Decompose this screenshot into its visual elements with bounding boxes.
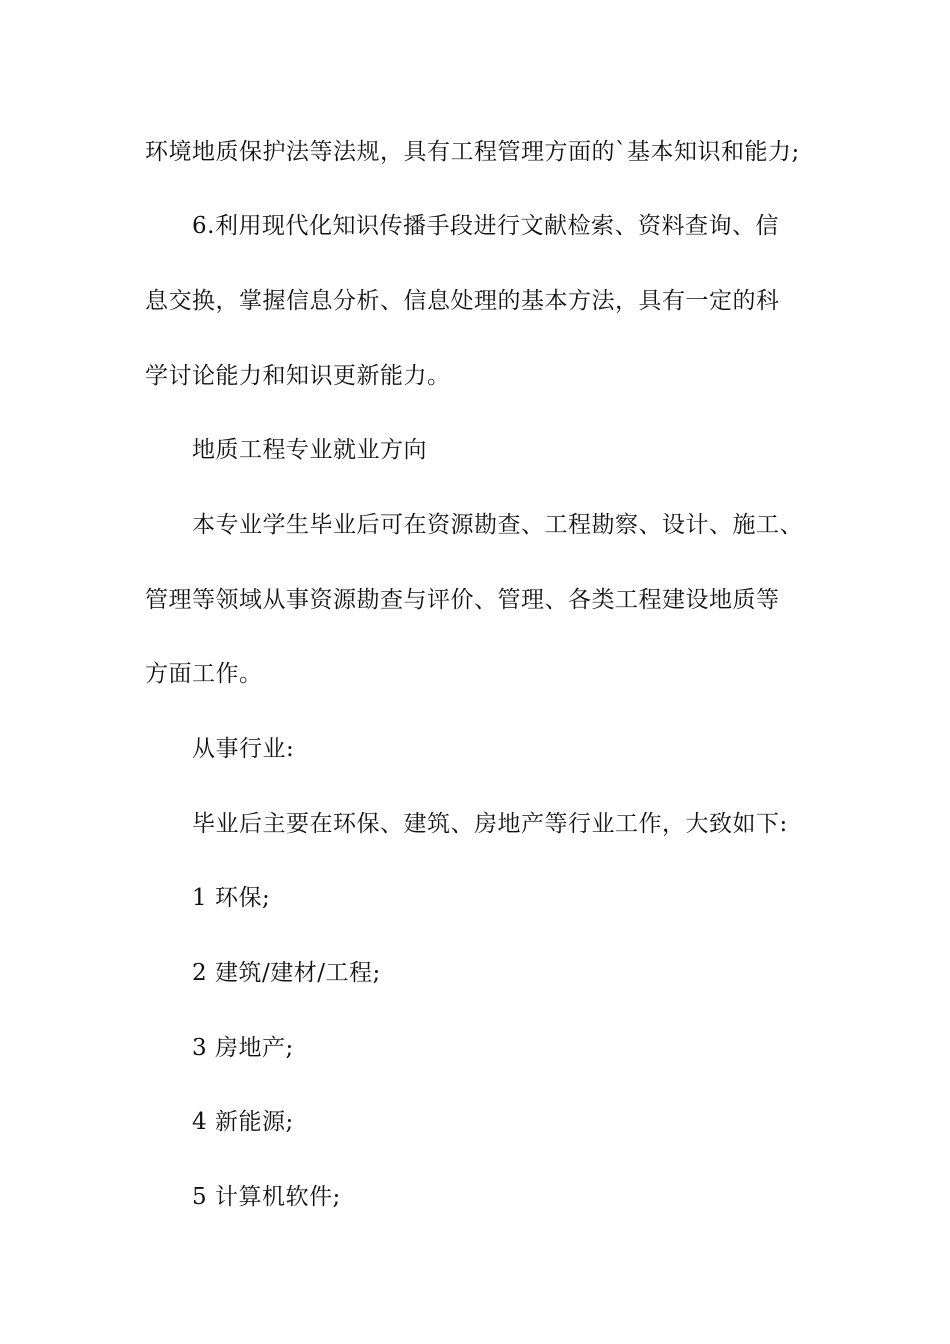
list-item: 5 计算机软件; bbox=[192, 1184, 341, 1210]
paragraph-line: 方面工作。 bbox=[145, 661, 263, 687]
list-item: 1 环保; bbox=[192, 885, 271, 911]
paragraph-line: 从事行业: bbox=[192, 736, 295, 762]
paragraph-line: 毕业后主要在环保、建筑、房地产等行业工作，大致如下: bbox=[192, 811, 788, 837]
paragraph-line: 6.利用现代化知识传播手段进行文献检索、资料查询、信 bbox=[192, 213, 779, 239]
paragraph-line: 学讨论能力和知识更新能力。 bbox=[145, 363, 451, 389]
paragraph-line: 管理等领域从事资源勘查与评价、管理、各类工程建设地质等 bbox=[145, 587, 780, 613]
paragraph-line: 息交换，掌握信息分析、信息处理的基本方法，具有一定的科 bbox=[145, 288, 780, 314]
list-item: 3 房地产; bbox=[192, 1035, 294, 1061]
paragraph-line: 本专业学生毕业后可在资源勘查、工程勘察、设计、施工、 bbox=[192, 512, 803, 538]
paragraph-line: 环境地质保护法等法规，具有工程管理方面的`基本知识和能力; bbox=[145, 139, 800, 165]
section-heading: 地质工程专业就业方向 bbox=[192, 437, 427, 463]
list-item: 4 新能源; bbox=[192, 1109, 294, 1135]
list-item: 2 建筑/建材/工程; bbox=[192, 960, 381, 986]
